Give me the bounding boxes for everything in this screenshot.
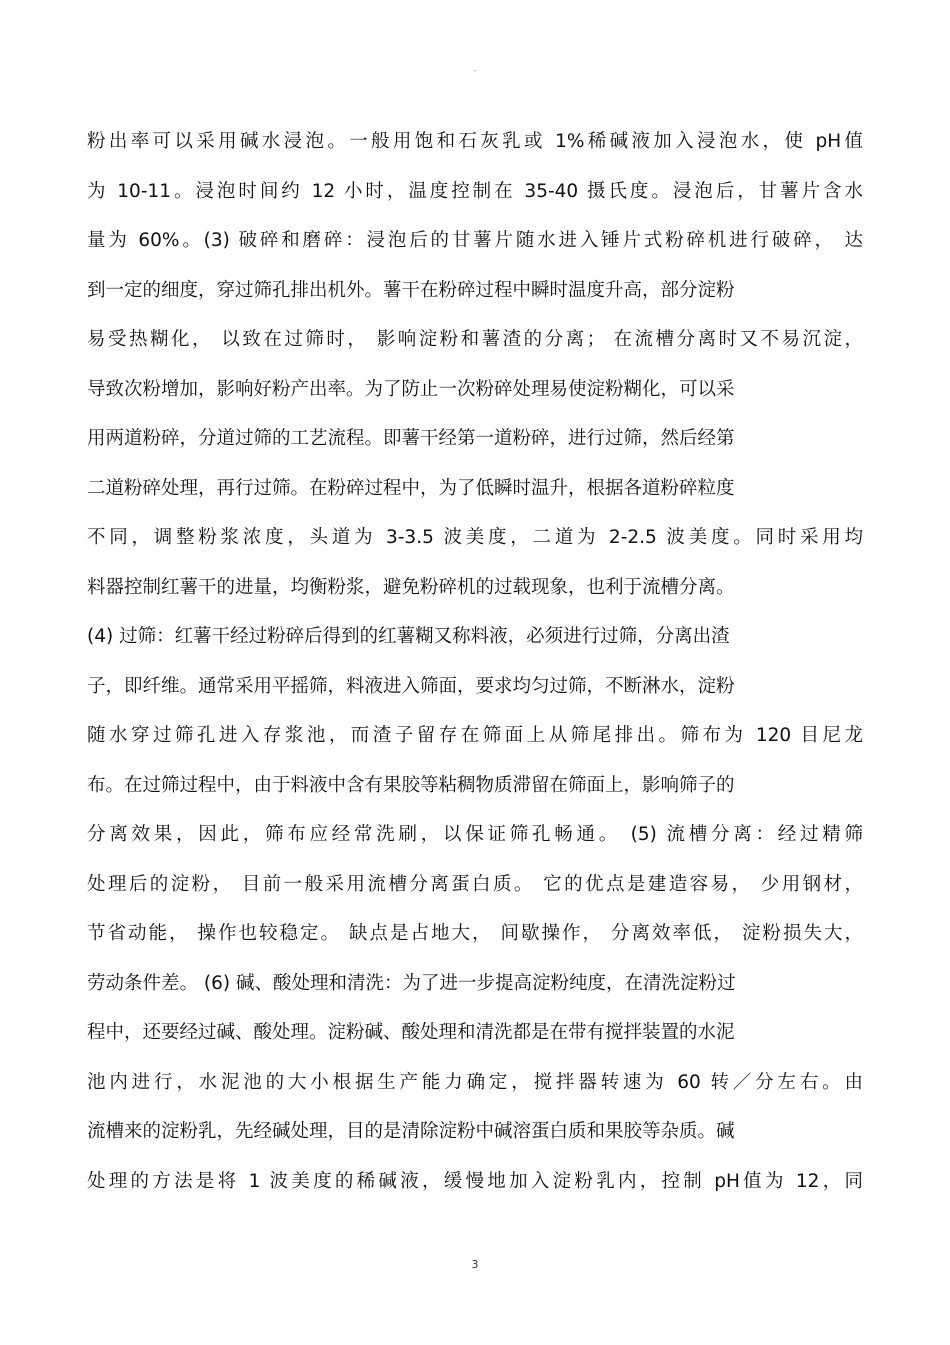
text-line: 劳动条件差。 (6) 碱、酸处理和清洗：为了进一步提高淀粉纯度，在清洗淀粉过 <box>87 972 736 994</box>
text-line: 程中，还要经过碱、酸处理。淀粉碱、酸处理和清洗都是在带有搅拌装置的水泥 <box>87 1022 735 1043</box>
text-line: 池内进行，水泥池的大小根据生产能力确定，搅拌器转速为 60 转／分左右。由 <box>87 1071 863 1093</box>
text-line: 处理的方法是将 1 波美度的稀碱液，缓慢地加入淀粉乳内，控制 pH值为 12，同 <box>87 1170 863 1192</box>
text-line: 粉出率可以采用碱水浸泡。一般用饱和石灰乳或 1%稀碱液加入浸泡水，使 pH值 <box>87 131 863 152</box>
text-line: 流槽来的淀粉乳，先经碱处理，目的是清除淀粉中碱溶蛋白质和果胶等杂质。碱 <box>87 1121 735 1142</box>
text-line: 为 10-11。浸泡时间约 12 小时，温度控制在 35-40 摄氏度。浸泡后，甘薯片含水 <box>87 180 863 202</box>
text-line: 二道粉碎处理，再行过筛。在粉碎过程中，为了低瞬时温升，根据各道粉碎粒度 <box>87 477 735 499</box>
text-line: 子，即纤维。通常采用平摇筛，料液进入筛面，要求均匀过筛，不断淋水，淀粉 <box>87 675 735 697</box>
text-line: 易受热糊化， 以致在过筛时， 影响淀粉和薯渣的分离； 在流槽分离时又不易沉淀， <box>87 329 863 350</box>
text-line: 用两道粉碎，分道过筛的工艺流程。即薯干经第一道粉碎，进行过筛，然后经第 <box>87 428 735 449</box>
document-body <box>87 124 863 1213</box>
text-line: (4) 过筛：红薯干经过粉碎后得到的红薯糊又称料液，必须进行过筛，分离出渣 <box>87 626 730 647</box>
text-line: 不同，调整粉浆浓度，头道为 3-3.5 波美度，二道为 2-2.5 波美度。同时采用均 <box>87 527 863 548</box>
text-line: 料器控制红薯干的进量，均衡粉浆，避免粉碎机的过载现象，也利于流槽分离。 <box>87 576 735 598</box>
page-number: 3 <box>471 1258 479 1271</box>
text-line: 随水穿过筛孔进入存浆池，而渣子留存在筛面上从筛尾排出。筛布为 120 目尼龙 <box>87 725 863 746</box>
text-line: 分离效果，因此，筛布应经常洗刷，以保证筛孔畅通。 (5) 流槽分离：经过精筛 <box>87 824 863 845</box>
text-line: 导致次粉增加，影响好粉产出率。为了防止一次粉碎处理易使淀粉糊化，可以采 <box>87 378 735 400</box>
text-line: 节省动能， 操作也较稳定。 缺点是占地大， 间歇操作， 分离效率低， 淀粉损失大， <box>87 923 863 944</box>
text-line: 到一定的细度，穿过筛孔排出机外。薯干在粉碎过程中瞬时温度升高，部分淀粉 <box>87 279 735 301</box>
text-line: 量为 60%。(3) 破碎和磨碎：浸泡后的甘薯片随水进入锤片式粉碎机进行破碎， 达 <box>87 230 863 251</box>
text-line: 处理后的淀粉， 目前一般采用流槽分离蛋白质。 它的优点是建造容易， 少用钢材， <box>87 873 863 895</box>
page-header-mark: - <box>473 66 477 76</box>
text-line: 布。在过筛过程中，由于料液中含有果胶等粘稠物质滞留在筛面上，影响筛子的 <box>87 774 735 796</box>
